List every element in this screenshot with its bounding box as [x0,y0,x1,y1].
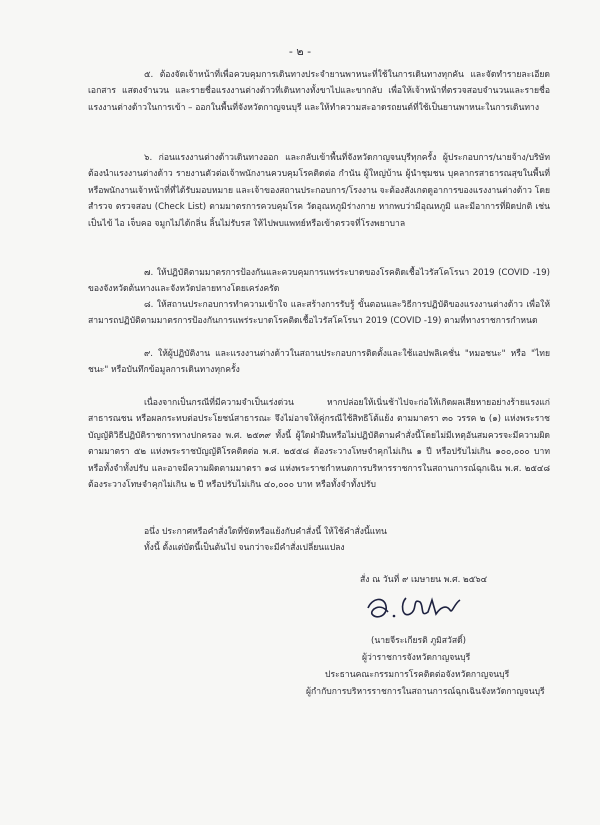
item-6: ๖. ก่อนแรงงานต่างด้าวเดินทางออก และกลับเข้าพื้นที่จังหวัดกาญจนบุรีทุกครั้ง ผู้ประกอบการ/นายจ้าง/บริษัท ต้องนำแรงงานต่างด้าว รายงานตัวต่อเจ้าพนักงานควบคุมโรคติดต่อ กำนัน ผู้ใหญ่บ้าน ผู้นำชุมชน บุคลากรสาธารณสุขในพื้นที่ หรือพนักงานเจ้าหน้าที่ที่ได้รับมอบหมาย และเจ้าของสถานประกอบการ/โรงงาน จะต้องสังเกตดูอาการของแรงงานต่างด้าว โดยสำรวจ ตรวจสอบ (Check List) ตามมาตรการควบคุมโรค วัดอุณหภูมิร่างกาย หากพบว่ามีอุณหภูมิ และมีอาการที่ผิดปกติ เช่น เป็นไข้ ไอ เจ็บคอ จมูกไม่ได้กลิ่น ลิ้นไม่รับรส ให้ไปพบแพทย์หรือเข้าตรวจที่โรงพยาบาล [88,153,550,229]
signature [362,590,472,626]
page-number: - ๒ - [288,45,312,58]
signature-text: จ. ภูมิ [362,590,365,591]
supersede-clause: อนึ่ง ประกาศหรือคำสั่งใดที่ขัดหรือแย้งกับคำสั่งนี้ ให้ใช้คำสั่งนี้แทน [144,527,387,537]
effective-clause: ทั้งนี้ ตั้งแต่บัดนี้เป็นต้นไป จนกว่าจะมีคำสั่งเปลี่ยนแปลง [144,543,345,553]
item-7: ๗. ให้ปฏิบัติตามมาตรการป้องกันและควบคุมการแพร่ระบาดของโรคติดเชื้อไวรัสโคโรนา 2019 (COVID -19) ของจังหวัดต้นทางและจังหวัดปลายทางโดยเคร่งครัด [88,268,550,295]
order-date: สั่ง ณ วันที่ ๙ เมษายน พ.ศ. ๒๕๖๔ [360,575,488,585]
signer-title-committee: ประธานคณะกรรมการโรคติดต่อจังหวัดกาญจนบุรี [325,670,510,680]
signer-name: (นายจีระเกียรติ ภูมิสวัสดิ์) [371,636,467,646]
item-8: ๘. ให้สถานประกอบการทำความเข้าใจ และสร้างการรับรู้ ขั้นตอนและวิธีการปฏิบัติของแรงงานต่างด้าว เพื่อให้สามารถปฏิบัติตามมาตรการป้องกันการแพร่ระบาดโรคติดเชื้อไวรัสโคโรนา 2019 (COVID -19) ตามที่ทางราชการกำหนด [88,300,550,327]
item-9: ๙. ให้ผู้ปฏิบัติงาน และแรงงานต่างด้าวในสถานประกอบการติดตั้งและใช้แอปพลิเคชั่น "หมอชนะ" หรือ "ไทยชนะ" หรือบันทึกข้อมูลการเดินทางทุกครั้ง [88,349,550,376]
signer-title-emergency: ผู้กำกับการบริหารราชการในสถานการณ์ฉุกเฉินจังหวัดกาญจนบุรี [306,687,545,697]
item-5: ๕. ต้องจัดเจ้าหน้าที่เพื่อควบคุมการเดินทางประจำยานพาหนะที่ใช้ในการเดินทางทุกคัน และจัดทำรายละเอียดเอกสาร แสดงจำนวน และรายชื่อแรงงานต่างด้าวที่เดินทางทั้งขาไปและขากลับ เพื่อให้เจ้าหน้าที่ตรวจสอบจำนวนและรายชื่อแรงงานต่างด้าวในการเข้า – ออกในพื้นที่จังหวัดกาญจนบุรี และให้ทำความสะอาดรถยนต์ที่ใช้เป็นยานพาหนะในการเดินทาง [88,70,550,113]
signer-title-governor: ผู้ว่าราชการจังหวัดกาญจนบุรี [362,653,471,663]
penalty-paragraph: เนื่องจากเป็นกรณีที่มีความจำเป็นเร่งด่วน หากปล่อยให้เนิ่นช้าไปจะก่อให้เกิดผลเสียหายอย่างร้ายแรงแก่สาธารณชน หรือผลกระทบต่อประโยชน์สาธารณะ จึงไม่อาจให้คู่กรณีใช้สิทธิโต้แย้ง ตามมาตรา ๓๐ วรรค ๒ (๑) แห่งพระราชบัญญัติวิธีปฏิบัติราชการทางปกครอง พ.ศ. ๒๕๓๙ ทั้งนี้ ผู้ใดฝ่าฝืนหรือไม่ปฏิบัติตามคำสั่งนี้โดยไม่มีเหตุอันสมควรจะมีความผิดตามมาตรา ๕๒ แห่งพระราชบัญญัติโรคติดต่อ พ.ศ. ๒๕๕๘ ต้องระวางโทษจำคุกไม่เกิน ๑ ปี หรือปรับไม่เกิน ๑๐๐,๐๐๐ บาท หรือทั้งจำทั้งปรับ และอาจมีความผิดตามมาตรา ๑๘ แห่งพระราชกำหนดการบริหารราชการในสถานการณ์ฉุกเฉิน พ.ศ. ๒๕๔๘ ต้องระวางโทษจำคุกไม่เกิน ๒ ปี หรือปรับไม่เกิน ๔๐,๐๐๐ บาท หรือทั้งจำทั้งปรับ [88,398,550,491]
